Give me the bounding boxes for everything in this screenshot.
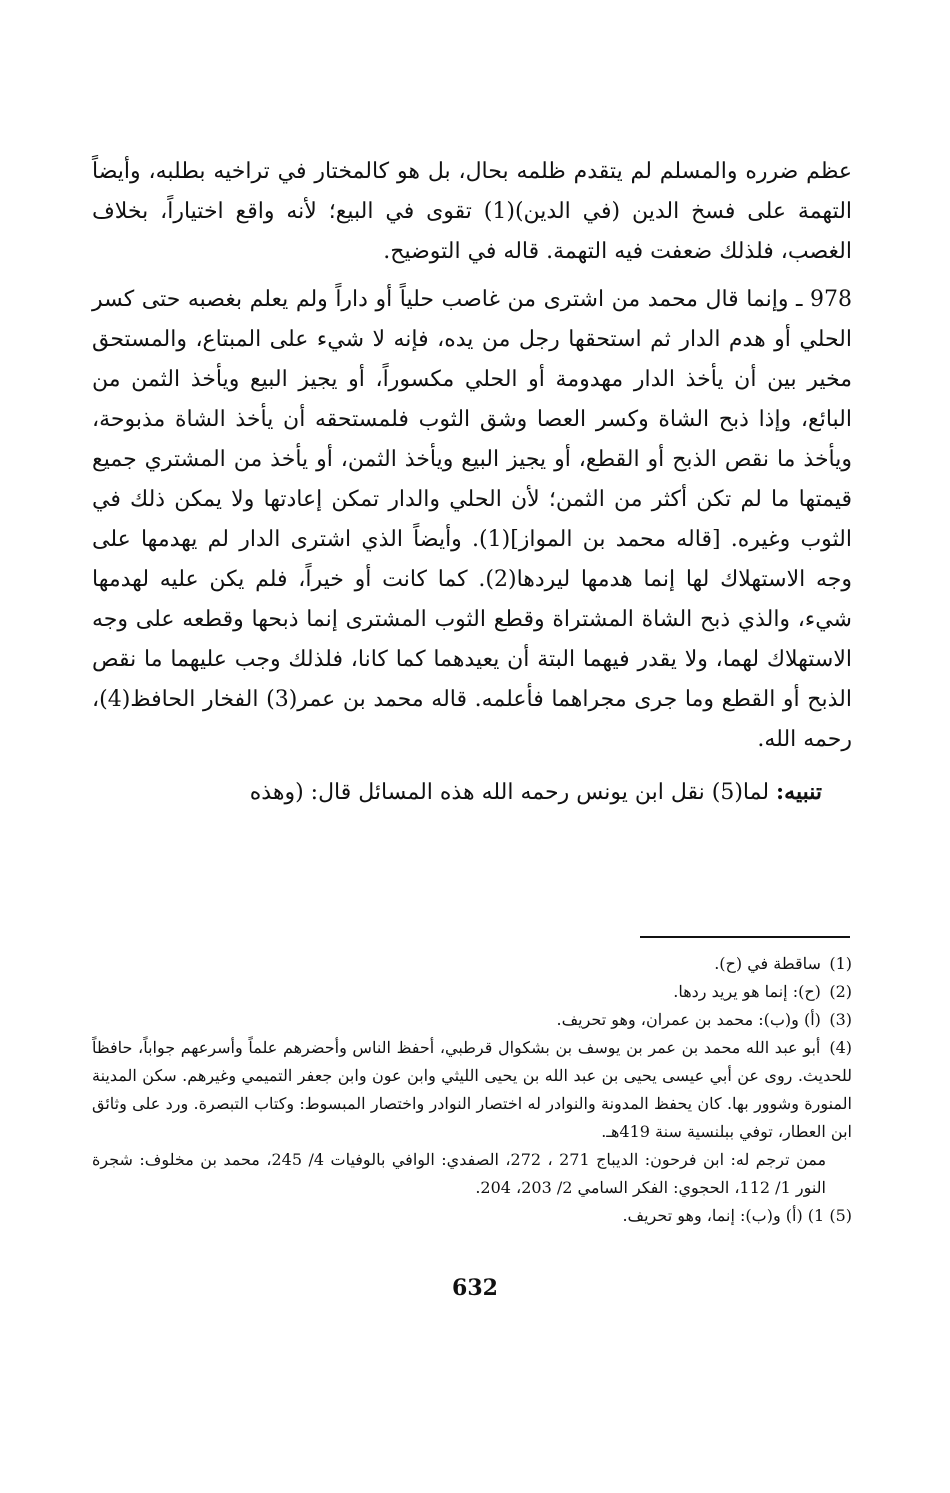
footnote-text: (أ) و(ب): محمد بن عمران، وهو تحريف. [556,1010,821,1029]
tanbih-label: تنبيه: [776,779,822,805]
footnote-text: (ح): إنما هو يريد ردها. [673,982,821,1001]
footnote-divider [640,936,850,938]
footnote-4 [92,1034,852,1146]
footnote-text: أبو عبد الله محمد بن عمر بن يوسف بن بشكوال قرطبي، أحفظ الناس وأحضرهم علماً وأسرعهم جواباً، حافظاً للحديث. روى عن أبي عيسى يحيى بن عبد الله بن يحيى الليثي وابن عون وابن جعفر التميمي وغيرهم. سكن المدينة المنورة وشوور بها. كان يحفظ المدونة والنوادر له اختصار النوادر واختصار المبسوط: وكتاب التبصرة. ورد على وثائق ابن العطار، توفي ببلنسية سنة 419هـ. [92,1038,852,1141]
footnote-text: ممن ترجم له: ابن فرحون: الديباج 271 ، 272، الصفدي: الوافي بالوفيات 4/ 245، محمد بن مخلوف: شجرة النور 1/ 112، الحجوي: الفكر السامي 2/ 203، 204. [92,1150,827,1197]
tanbih-text: لما(5) نقل ابن يونس رحمه الله هذه المسائل قال: (وهذه [249,780,770,805]
footnote-text: (أ) و(ب): إنما، وهو تحريف. [622,1206,803,1225]
footnote-number: (4) [829,1038,852,1057]
intro-paragraph: عظم ضرره والمسلم لم يتقدم ظلمه بحال، بل هو كالمختار في تراخيه بطلبه، وأيضاً التهمة على فسخ الدين (في الدين)(1) تقوى في البيع؛ لأنه واقع اختياراً، بخلاف الغصب، فلذلك ضعفت فيه التهمة. قاله في التوضيح. [92,159,853,264]
footnote-1 [92,950,852,978]
footnote-2 [92,978,852,1006]
footnote-3 [92,1006,852,1034]
footnote-number: (1) [829,954,852,973]
footnotes [92,950,852,1230]
item-number: 978 ـ [796,287,852,312]
page-number: 632 [452,1275,498,1301]
numbered-paragraph [92,280,852,760]
footnote-text: ساقطة في (ح). [714,954,821,973]
item-text: وإنما قال محمد من اشترى من غاصب حلياً أو داراً ولم يعلم بغصبه حتى كسر الحلي أو هدم الدار ثم استحقها رجل من يده، فإنه لا شيء على المبتاع، والمستحق مخير بين أن يأخذ الدار مهدومة أو الحلي مكسوراً، أو يجيز البيع ويأخذ الثمن من البائع، وإذا ذبح الشاة وكسر العصا وشق الثوب فلمستحقه أن يأخذ الشاة مذبوحة، ويأخذ ما نقص الذبح أو القطع، أو يجيز البيع ويأخذ الثمن، أو يأخذ من المشتري جميع قيمتها ما لم تكن أكثر من الثمن؛ لأن الحلي والدار تمكن إعادتها ولا يمكن ذلك في الثوب وغيره. [قاله محمد بن المواز](1). وأيضاً الذي اشترى الدار لم يهدمها على وجه الاستهلاك لها إنما هدمها ليردها(2). كما كانت أو خيراً، فلم يكن عليه لهدمها شيء، والذي ذبح الشاة المشتراة وقطع الثوب المشترى إنما ذبحها وقطعه على وجه الاستهلاك لهما، ولا يقدر فيهما البتة أن يعيدهما كما كانا، فلذلك وجب عليهما ما نقص الذبح أو القطع وما جرى مجراهما فأعلمه. قاله محمد بن عمر(3) الفخار الحافظ(4)، رحمه الله. [92,287,852,752]
tanbih-paragraph [92,772,852,813]
footnote-5 [92,1202,852,1230]
footnote-number: (2) [829,982,852,1001]
footnote-number: (3) [829,1010,852,1029]
footnote-4-sources [92,1146,852,1202]
footnote-number: (5) 1) [807,1206,852,1225]
main-text [92,152,852,813]
